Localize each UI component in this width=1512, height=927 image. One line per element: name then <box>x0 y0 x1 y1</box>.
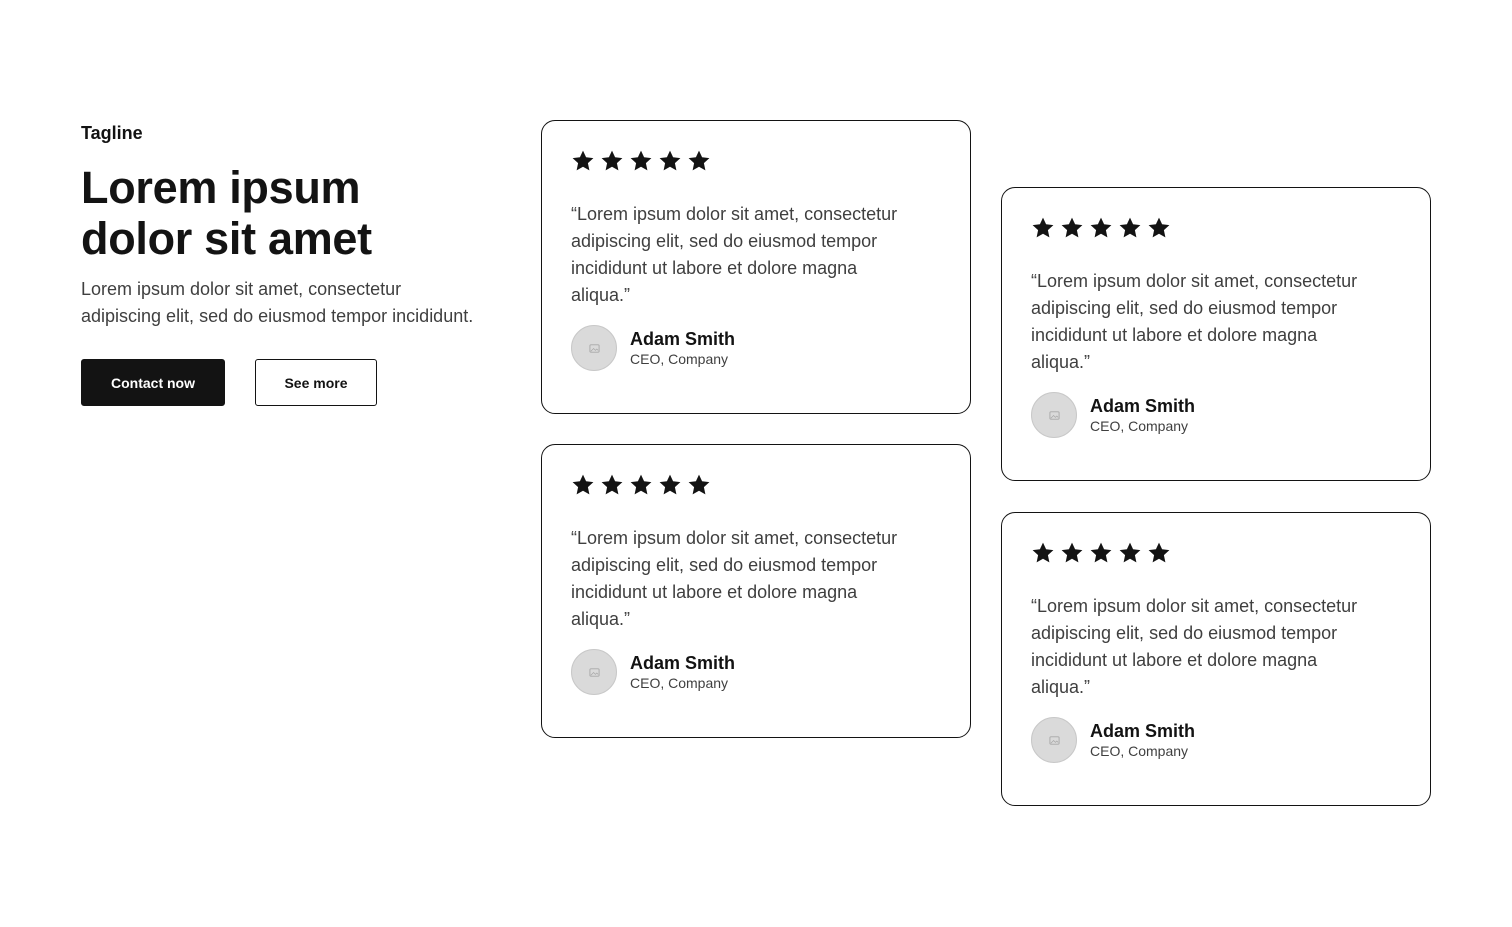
intro-description-line: adipiscing elit, sed do eiusmod tempor incididunt. <box>81 306 474 326</box>
intro-description <box>81 276 521 330</box>
testimonial-author <box>571 649 941 695</box>
quote-line: aliqua.” <box>571 285 631 305</box>
star-icon <box>687 473 711 497</box>
star-icon <box>687 149 711 173</box>
star-icon <box>1118 216 1142 240</box>
see-more-button[interactable]: See more <box>255 359 377 406</box>
star-icon <box>658 149 682 173</box>
page-title <box>81 162 521 264</box>
star-icon <box>1089 541 1113 565</box>
image-placeholder-icon <box>589 343 600 354</box>
testimonial-author <box>571 325 941 371</box>
testimonial-card <box>541 444 971 738</box>
quote-line: incididunt ut labore et dolore magna <box>571 258 858 278</box>
author-name: Adam Smith <box>630 653 736 673</box>
testimonial-card <box>1001 512 1431 806</box>
quote-line: adipiscing elit, sed do eiusmod tempor <box>571 555 878 575</box>
star-icon <box>629 473 653 497</box>
star-rating <box>571 473 941 497</box>
quote-line: “Lorem ipsum dolor sit amet, consectetur <box>1031 596 1358 616</box>
star-rating <box>1031 216 1401 240</box>
star-icon <box>600 149 624 173</box>
quote-line: adipiscing elit, sed do eiusmod tempor <box>1031 298 1338 318</box>
testimonial-author <box>1031 717 1401 763</box>
intro-section <box>81 121 521 391</box>
star-icon <box>1060 216 1084 240</box>
quote-line: aliqua.” <box>571 609 631 629</box>
cta-group <box>81 359 377 406</box>
quote-line: incididunt ut labore et dolore magna <box>1031 325 1318 345</box>
avatar <box>1031 717 1077 763</box>
author-info <box>630 328 735 368</box>
contact-now-button[interactable]: Contact now <box>81 359 225 406</box>
author-name: Adam Smith <box>1090 721 1196 741</box>
star-icon <box>1147 541 1171 565</box>
testimonial-quote <box>1031 593 1401 701</box>
quote-line: incididunt ut labore et dolore magna <box>1031 650 1318 670</box>
quote-line: “Lorem ipsum dolor sit amet, consectetur <box>571 204 898 224</box>
author-role: CEO, Company <box>630 351 729 367</box>
author-info <box>1090 395 1195 435</box>
quote-line: aliqua.” <box>1031 677 1091 697</box>
quote-line: “Lorem ipsum dolor sit amet, consectetur <box>571 528 898 548</box>
avatar <box>1031 392 1077 438</box>
quote-line: incididunt ut labore et dolore magna <box>571 582 858 602</box>
image-placeholder-icon <box>1049 410 1060 421</box>
author-name: Adam Smith <box>630 329 736 349</box>
star-icon <box>658 473 682 497</box>
testimonial-author <box>1031 392 1401 438</box>
star-icon <box>600 473 624 497</box>
star-rating <box>571 149 941 173</box>
author-info <box>1090 720 1195 760</box>
author-info <box>630 652 735 692</box>
star-icon <box>1147 216 1171 240</box>
avatar <box>571 649 617 695</box>
testimonial-card <box>541 120 971 414</box>
quote-line: aliqua.” <box>1031 352 1091 372</box>
quote-line: “Lorem ipsum dolor sit amet, consectetur <box>1031 271 1358 291</box>
intro-description-line: Lorem ipsum dolor sit amet, consectetur <box>81 279 402 299</box>
quote-line: adipiscing elit, sed do eiusmod tempor <box>1031 623 1338 643</box>
testimonial-quote <box>571 525 941 633</box>
author-role: CEO, Company <box>1090 418 1189 434</box>
testimonial-quote <box>1031 268 1401 376</box>
author-role: CEO, Company <box>1090 743 1189 759</box>
tagline: Tagline <box>81 123 143 143</box>
star-icon <box>571 149 595 173</box>
star-icon <box>1089 216 1113 240</box>
quote-line: adipiscing elit, sed do eiusmod tempor <box>571 231 878 251</box>
image-placeholder-icon <box>1049 735 1060 746</box>
star-icon <box>1031 216 1055 240</box>
page-title-line: Lorem ipsum <box>81 162 361 213</box>
star-icon <box>571 473 595 497</box>
image-placeholder-icon <box>589 667 600 678</box>
star-rating <box>1031 541 1401 565</box>
testimonial-card <box>1001 187 1431 481</box>
author-role: CEO, Company <box>630 675 729 691</box>
star-icon <box>1060 541 1084 565</box>
author-name: Adam Smith <box>1090 396 1196 416</box>
star-icon <box>1118 541 1142 565</box>
avatar <box>571 325 617 371</box>
star-icon <box>629 149 653 173</box>
page-title-line: dolor sit amet <box>81 213 372 264</box>
star-icon <box>1031 541 1055 565</box>
testimonial-quote <box>571 201 941 309</box>
